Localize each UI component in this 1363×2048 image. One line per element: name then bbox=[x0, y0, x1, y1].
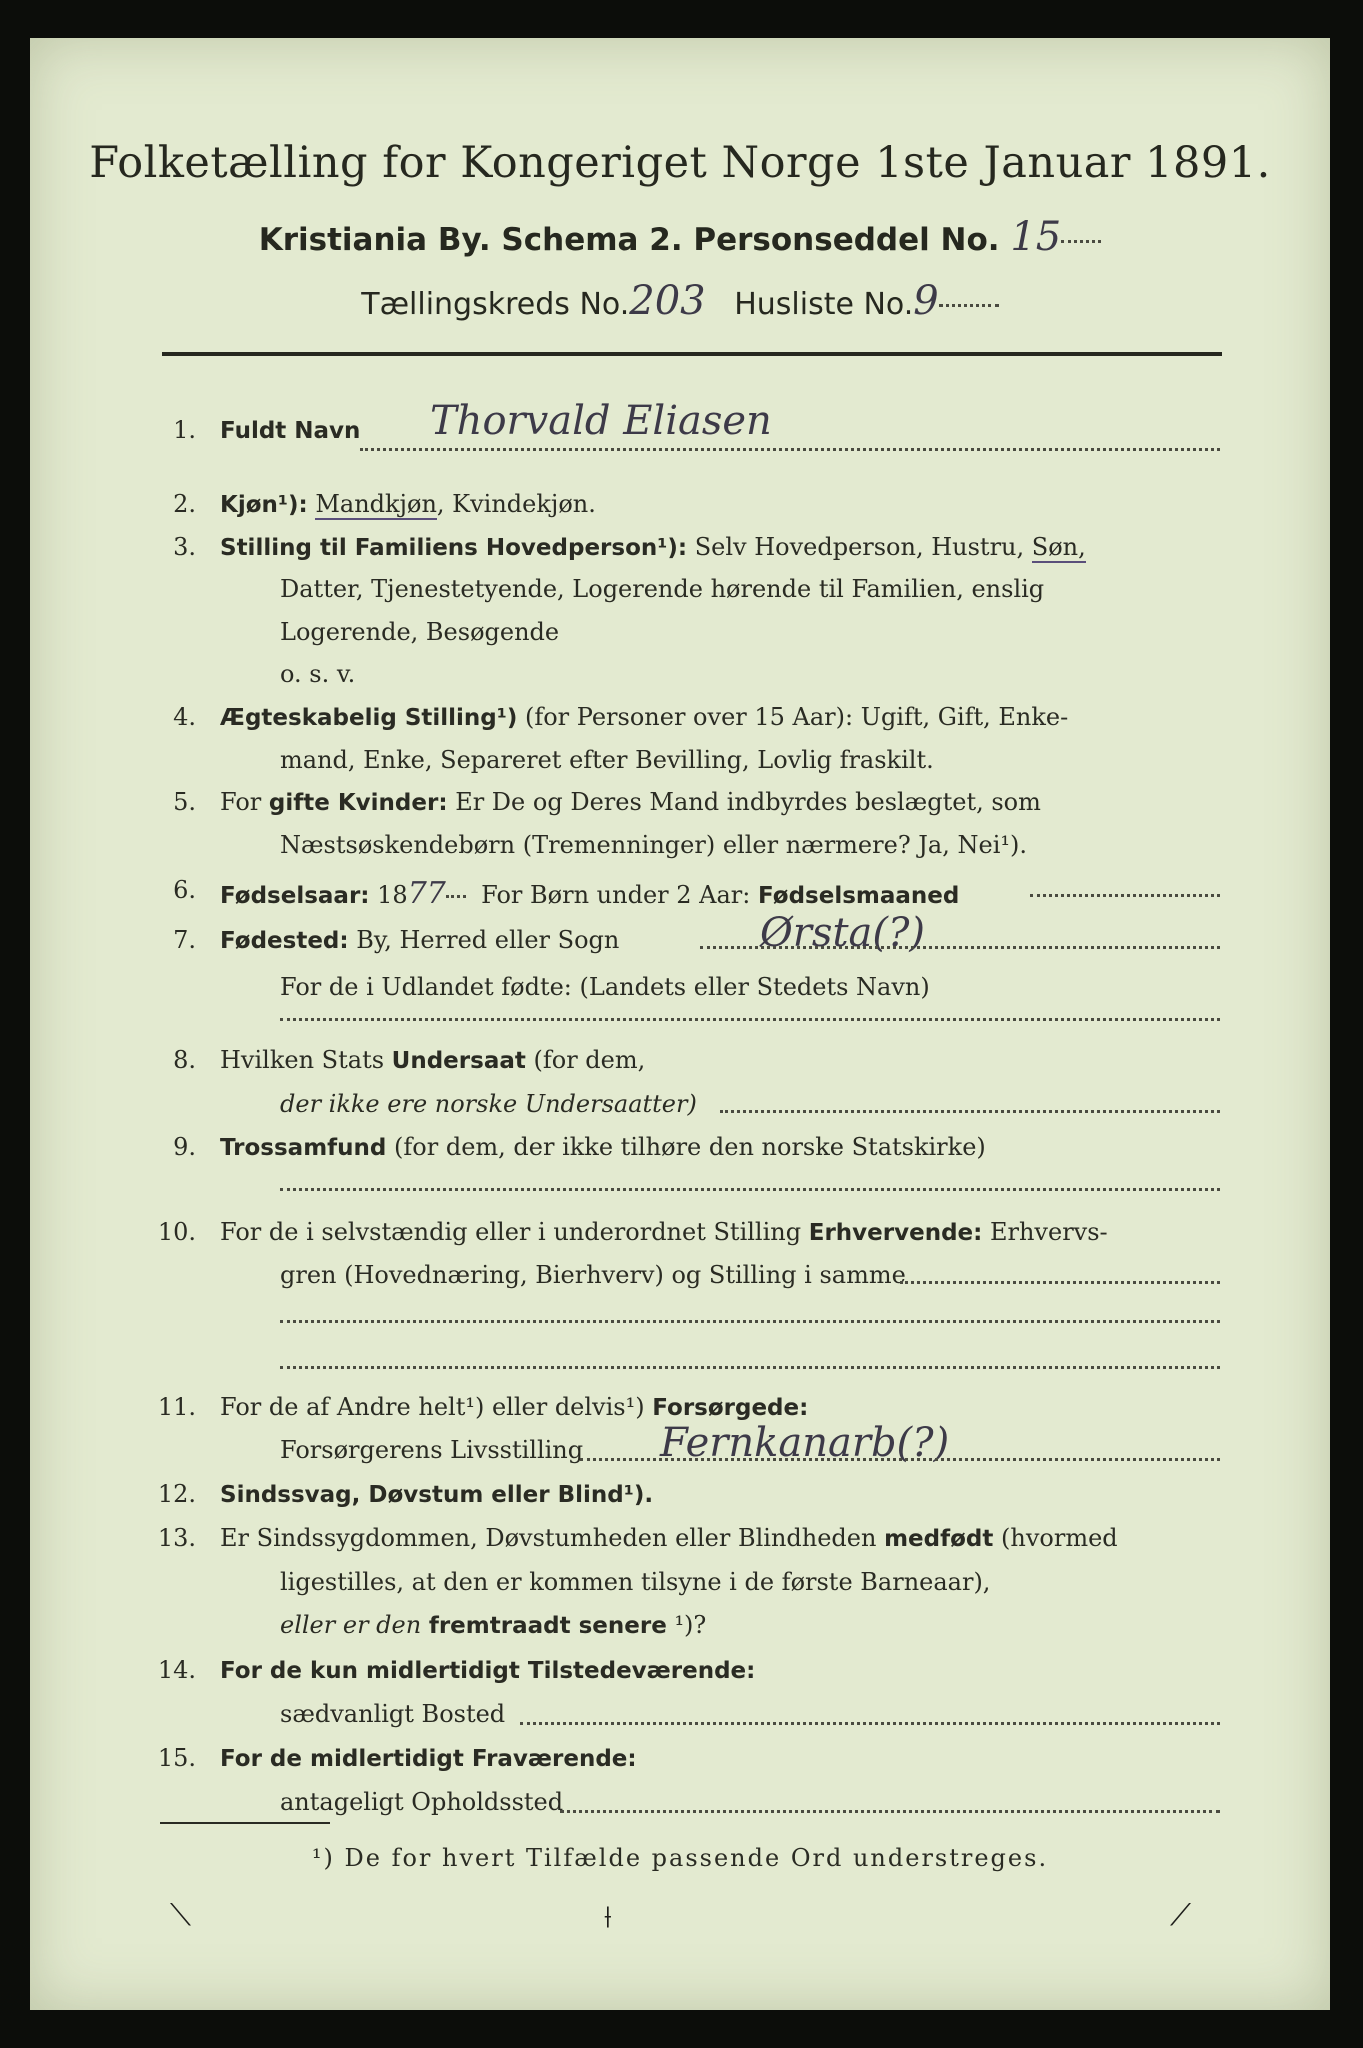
item-number: 13. bbox=[157, 1524, 196, 1552]
item-text bbox=[220, 1480, 1220, 1508]
item-text-body: Erhvervs- bbox=[989, 1218, 1108, 1246]
husliste-no-value[interactable]: 9 bbox=[913, 278, 939, 324]
item-number: 9. bbox=[173, 1133, 196, 1161]
answer-line[interactable] bbox=[280, 1188, 1220, 1191]
option-text: , Kvindekjøn. bbox=[436, 490, 596, 518]
item-text: sædvanligt Bosted bbox=[280, 1700, 506, 1728]
item-label: Fødested: bbox=[220, 928, 349, 954]
answer-line bbox=[1030, 894, 1220, 897]
schema-line-text: Kristiania By. Schema 2. Personseddel No. bbox=[258, 222, 1000, 258]
answer-line bbox=[700, 946, 1220, 949]
item-label: Stilling til Familiens Hovedperson¹): bbox=[220, 535, 688, 561]
item-number: 5. bbox=[173, 788, 196, 816]
item-number: 4. bbox=[173, 703, 196, 731]
item-text-italic: der ikke ere norske Undersaatter) bbox=[280, 1090, 697, 1118]
item-label: For de kun midlertidigt Tilstedeværende: bbox=[220, 1658, 756, 1684]
item-label: medfødt bbox=[884, 1526, 994, 1552]
husliste-label: Husliste No. bbox=[734, 287, 914, 322]
ink-mark: ⟊ bbox=[604, 1900, 612, 1935]
header-rule bbox=[162, 352, 1222, 356]
item-label: gifte Kvinder: bbox=[268, 790, 448, 816]
item-text: antageligt Opholdssted bbox=[280, 1788, 564, 1816]
item-label: Forsørgede: bbox=[652, 1395, 809, 1421]
item-text bbox=[220, 788, 1220, 816]
item-number: 11. bbox=[157, 1393, 196, 1421]
ink-mark: ⟋ bbox=[1170, 1898, 1191, 1933]
answer-line[interactable] bbox=[280, 1018, 1220, 1021]
schema-line bbox=[30, 214, 1330, 260]
item-number: 10. bbox=[157, 1218, 196, 1246]
item-7-birthplace bbox=[140, 910, 1220, 966]
birth-year-value[interactable]: 77 bbox=[407, 876, 446, 911]
answer-line[interactable] bbox=[280, 1320, 1220, 1323]
item-text-body: (for Personer over 15 Aar): Ugift, Gift, Enke- bbox=[524, 703, 1069, 731]
answer-line[interactable] bbox=[520, 1722, 1220, 1725]
item-10-answer-line bbox=[140, 1320, 1220, 1324]
item-number: 7. bbox=[173, 926, 196, 954]
item-label: Undersaat bbox=[391, 1048, 526, 1074]
item-7-answer-line bbox=[140, 1018, 1220, 1022]
answer-line bbox=[580, 1458, 1220, 1461]
answer-line[interactable] bbox=[720, 1110, 1220, 1113]
year-prefix: 18 bbox=[377, 881, 408, 909]
item-text bbox=[220, 1133, 1220, 1161]
item-text-body: By, Herred eller Sogn bbox=[356, 926, 620, 954]
taellingskreds-no-value[interactable]: 203 bbox=[629, 278, 706, 324]
item-text bbox=[280, 1090, 1220, 1118]
answer-line bbox=[360, 448, 1220, 451]
item-text: ligestilles, at den er kommen tilsyne i de første Barneaar), bbox=[280, 1568, 991, 1596]
item-text: gren (Hovednæring, Bierhverv) og Stilling i samme bbox=[280, 1261, 906, 1289]
item-text bbox=[220, 703, 1220, 731]
item-6-birth-year bbox=[140, 876, 1220, 916]
full-name-value[interactable]: Thorvald Eliasen bbox=[430, 398, 772, 444]
item-text-pre: eller er den bbox=[280, 1611, 422, 1639]
item-text: Næstsøskendebørn (Tremenninger) eller nærmere? Ja, Nei¹). bbox=[280, 831, 1027, 859]
item-label: Trossamfund bbox=[220, 1135, 387, 1161]
census-form-page bbox=[30, 38, 1330, 2010]
item-number: 3. bbox=[173, 533, 196, 561]
item-number: 15. bbox=[157, 1744, 196, 1772]
form-title: Folketælling for Kongeriget Norge 1ste Januar 1891. bbox=[89, 138, 1271, 188]
item-10-answer-line bbox=[140, 1366, 1220, 1370]
item-text bbox=[280, 1611, 1220, 1639]
item-text-pre: Er Sindssygdommen, Døvstumheden eller Blindheden bbox=[220, 1524, 877, 1552]
item-text bbox=[220, 1656, 1220, 1684]
item-text-pre: For bbox=[220, 788, 262, 816]
item-number: 1. bbox=[173, 416, 196, 444]
footnote-rule bbox=[160, 1822, 330, 1824]
item-label: Ægteskabelig Stilling¹) bbox=[220, 705, 518, 731]
item-text bbox=[220, 1524, 1220, 1552]
birthplace-value[interactable]: Ørsta(?) bbox=[760, 910, 926, 956]
item-text-body: (for dem, der ikke tilhøre den norske Statskirke) bbox=[394, 1133, 986, 1161]
item-label: Erhvervende: bbox=[808, 1220, 983, 1246]
item-number: 14. bbox=[157, 1656, 196, 1684]
item-text: Datter, Tjenestetyende, Logerende hørende til Familien, enslig bbox=[280, 575, 1045, 603]
item-number: 12. bbox=[157, 1480, 196, 1508]
item-text-body: For Børn under 2 Aar: bbox=[481, 881, 751, 909]
option-text: Selv Hovedperson, Hustru, bbox=[694, 533, 1025, 561]
provider-occupation-value[interactable]: Fernkanarb(?) bbox=[660, 1420, 950, 1466]
ink-mark: ⟍ bbox=[170, 1898, 191, 1933]
item-text bbox=[220, 1393, 1220, 1421]
footnote: ¹) De for hvert Tilfælde passende Ord understreges. bbox=[311, 1844, 1049, 1872]
item-text bbox=[220, 926, 1220, 954]
answer-line[interactable] bbox=[900, 1281, 1220, 1284]
item-text: o. s. v. bbox=[280, 660, 356, 688]
item-label-2: Fødselsmaaned bbox=[758, 883, 960, 909]
personseddel-no-value[interactable]: 15 bbox=[1010, 214, 1062, 260]
item-text bbox=[220, 490, 1220, 518]
item-text-pre: Hvilken Stats bbox=[220, 1046, 385, 1074]
district-line bbox=[30, 278, 1330, 324]
item-text-body: (hvormed bbox=[1001, 1524, 1118, 1552]
item-11-line-2 bbox=[140, 1420, 1220, 1478]
item-label: For de midlertidigt Fraværende: bbox=[220, 1746, 637, 1772]
item-number: 6. bbox=[173, 876, 196, 904]
dotted-leader bbox=[446, 895, 466, 898]
item-text: For de i Udlandet fødte: (Landets eller Stedets Navn) bbox=[280, 973, 930, 1001]
item-number: 2. bbox=[173, 490, 196, 518]
item-text: mand, Enke, Separeret efter Bevilling, Lovlig fraskilt. bbox=[280, 746, 934, 774]
item-text bbox=[220, 1218, 1220, 1246]
item-number: 8. bbox=[173, 1046, 196, 1074]
item-label: Fuldt Navn bbox=[220, 418, 361, 444]
item-label: Sindssvag, Døvstum eller Blind¹). bbox=[220, 1482, 654, 1508]
item-text-body: ¹)? bbox=[674, 1611, 707, 1639]
answer-line[interactable] bbox=[560, 1810, 1220, 1813]
item-text bbox=[220, 1744, 1220, 1772]
selected-option-son[interactable]: Søn, bbox=[1031, 533, 1086, 561]
selected-option-mandkjon[interactable]: Mandkjøn bbox=[315, 490, 437, 518]
taellingskreds-label: Tællingskreds No. bbox=[361, 287, 630, 322]
item-text-body: Er De og Deres Mand indbyrdes beslægtet, som bbox=[455, 788, 1041, 816]
item-label: fremtraadt senere bbox=[428, 1613, 667, 1639]
item-text-pre: For de i selvstændig eller i underordnet Stilling bbox=[220, 1218, 802, 1246]
answer-line[interactable] bbox=[280, 1366, 1220, 1369]
item-text-pre: For de af Andre helt¹) eller delvis¹) bbox=[220, 1393, 645, 1421]
item-text: Logerende, Besøgende bbox=[280, 618, 560, 646]
item-1-full-name bbox=[140, 398, 1220, 454]
item-label: Kjøn¹): bbox=[220, 492, 308, 518]
dotted-leader bbox=[1061, 240, 1101, 243]
item-9-answer-line bbox=[140, 1188, 1220, 1192]
dotted-leader bbox=[939, 304, 999, 307]
item-text-body: (for dem, bbox=[533, 1046, 646, 1074]
item-text bbox=[220, 1046, 1220, 1074]
item-text bbox=[220, 533, 1220, 561]
item-label: Fødselsaar: bbox=[220, 883, 370, 909]
item-text: Forsørgerens Livsstilling bbox=[280, 1436, 584, 1464]
